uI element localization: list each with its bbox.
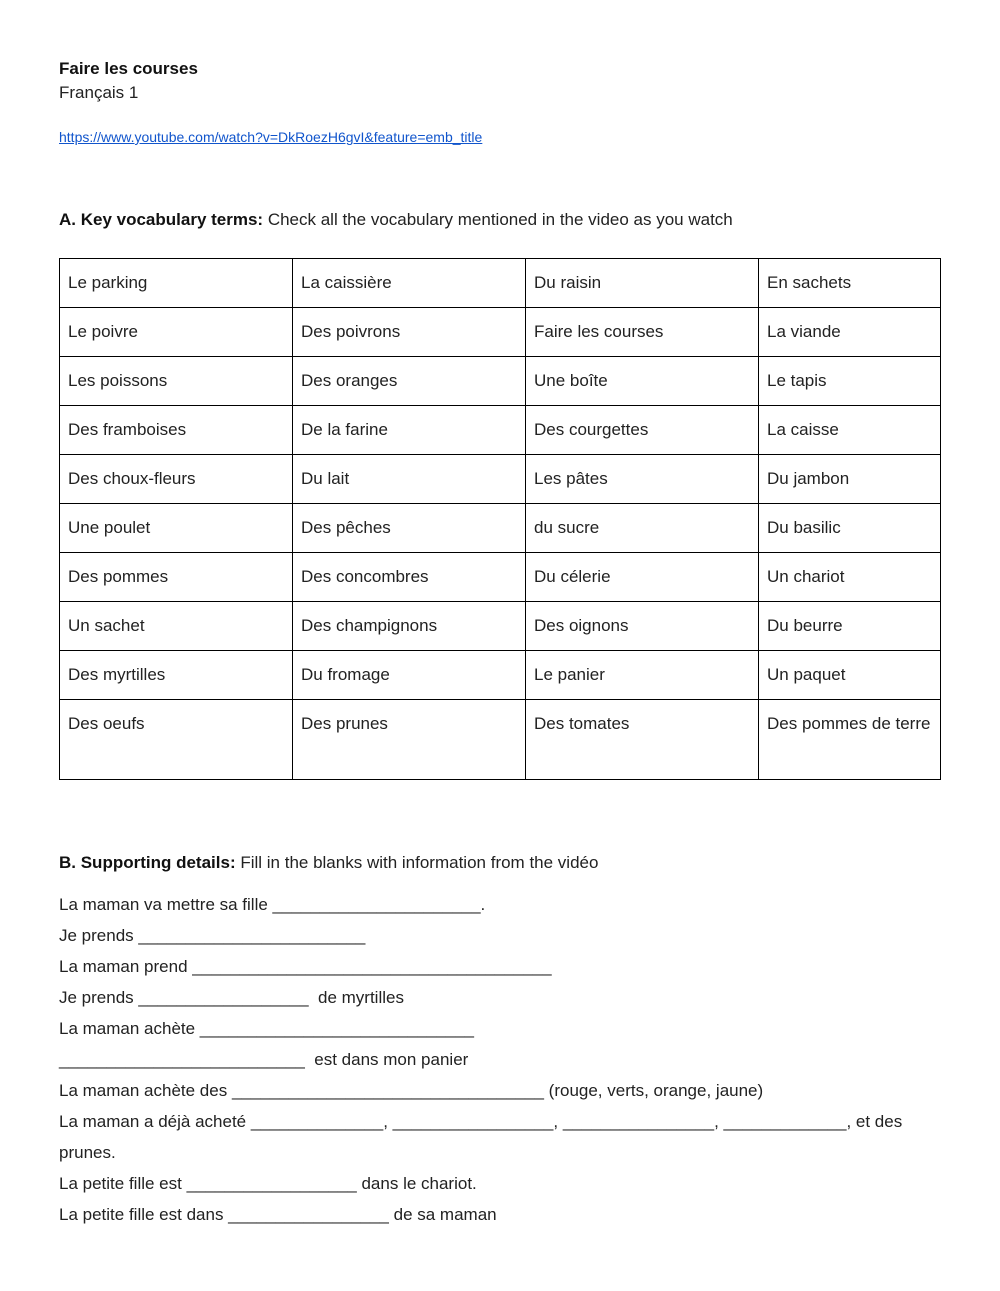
vocab-cell: Du jambon xyxy=(759,455,941,504)
section-b-heading xyxy=(59,852,940,874)
vocab-cell: Des concombres xyxy=(293,553,526,602)
vocab-cell: Des pommes de terre xyxy=(759,700,941,780)
section-b-label: B. Supporting details: xyxy=(59,853,236,872)
fill-in-line: La petite fille est dans _________________ de sa maman xyxy=(59,1205,497,1224)
vocab-cell: Les pâtes xyxy=(526,455,759,504)
vocab-cell: La caissière xyxy=(293,259,526,308)
table-row xyxy=(60,504,941,553)
fill-in-line: La maman va mettre sa fille ______________________. xyxy=(59,895,486,914)
table-row xyxy=(60,602,941,651)
vocab-cell: Des framboises xyxy=(60,406,293,455)
table-row xyxy=(60,553,941,602)
vocab-cell: Des choux-fleurs xyxy=(60,455,293,504)
table-row xyxy=(60,357,941,406)
vocab-cell: Des myrtilles xyxy=(60,651,293,700)
document-title: Faire les courses xyxy=(59,59,198,78)
vocab-cell: Le poivre xyxy=(60,308,293,357)
vocab-cell: Des oranges xyxy=(293,357,526,406)
vocab-cell: Des pêches xyxy=(293,504,526,553)
vocab-cell: Des pommes xyxy=(60,553,293,602)
vocab-cell: Des prunes xyxy=(293,700,526,780)
section-a-label: A. Key vocabulary terms: xyxy=(59,210,264,229)
vocab-cell: Du célerie xyxy=(526,553,759,602)
vocab-cell: Des champignons xyxy=(293,602,526,651)
video-link[interactable]: https://www.youtube.com/watch?v=DkRoezH6gvI&feature=emb_title xyxy=(59,129,483,145)
fill-in-line: Je prends ________________________ xyxy=(59,926,366,945)
fill-in-line: __________________________ est dans mon panier xyxy=(59,1050,469,1069)
fill-in-blanks-list xyxy=(59,889,940,1230)
vocab-cell: En sachets xyxy=(759,259,941,308)
vocab-cell: Les poissons xyxy=(60,357,293,406)
vocab-cell: Une boîte xyxy=(526,357,759,406)
vocab-cell: La caisse xyxy=(759,406,941,455)
vocab-cell: du sucre xyxy=(526,504,759,553)
vocab-cell: Du raisin xyxy=(526,259,759,308)
vocab-cell: Le tapis xyxy=(759,357,941,406)
table-row xyxy=(60,651,941,700)
vocab-cell: Du lait xyxy=(293,455,526,504)
vocab-cell: Faire les courses xyxy=(526,308,759,357)
table-row xyxy=(60,700,941,780)
vocab-cell: Des courgettes xyxy=(526,406,759,455)
vocab-cell: Le panier xyxy=(526,651,759,700)
fill-in-line: La maman prend ______________________________________ xyxy=(59,957,552,976)
vocab-cell: Un sachet xyxy=(60,602,293,651)
table-row xyxy=(60,406,941,455)
vocab-cell: Des poivrons xyxy=(293,308,526,357)
vocab-cell: Des oeufs xyxy=(60,700,293,780)
document-subtitle: Français 1 xyxy=(59,83,139,102)
vocab-cell: De la farine xyxy=(293,406,526,455)
vocab-cell: La viande xyxy=(759,308,941,357)
fill-in-line: La maman a déjà acheté ______________, _________________, ________________, _____________, et des prunes. xyxy=(59,1112,907,1162)
section-b-instruction: Fill in the blanks with information from the vidéo xyxy=(235,853,599,872)
fill-in-line: La maman achète des _________________________________ (rouge, verts, orange, jaune) xyxy=(59,1081,764,1100)
fill-in-line: La maman achète _____________________________ xyxy=(59,1019,474,1038)
vocab-cell: Le parking xyxy=(60,259,293,308)
table-row xyxy=(60,455,941,504)
vocab-cell: Du beurre xyxy=(759,602,941,651)
section-a-heading xyxy=(59,209,940,231)
vocab-cell: Des tomates xyxy=(526,700,759,780)
vocab-cell: Un chariot xyxy=(759,553,941,602)
fill-in-line: La petite fille est __________________ dans le chariot. xyxy=(59,1174,477,1193)
vocab-cell: Du fromage xyxy=(293,651,526,700)
vocab-cell: Un paquet xyxy=(759,651,941,700)
vocab-cell: Des oignons xyxy=(526,602,759,651)
table-row xyxy=(60,308,941,357)
section-a-instruction: Check all the vocabulary mentioned in the video as you watch xyxy=(263,210,733,229)
document-page xyxy=(59,58,940,1230)
vocabulary-table xyxy=(59,258,941,780)
vocab-cell: Une poulet xyxy=(60,504,293,553)
table-row xyxy=(60,259,941,308)
vocab-cell: Du basilic xyxy=(759,504,941,553)
fill-in-line: Je prends __________________ de myrtilles xyxy=(59,988,404,1007)
